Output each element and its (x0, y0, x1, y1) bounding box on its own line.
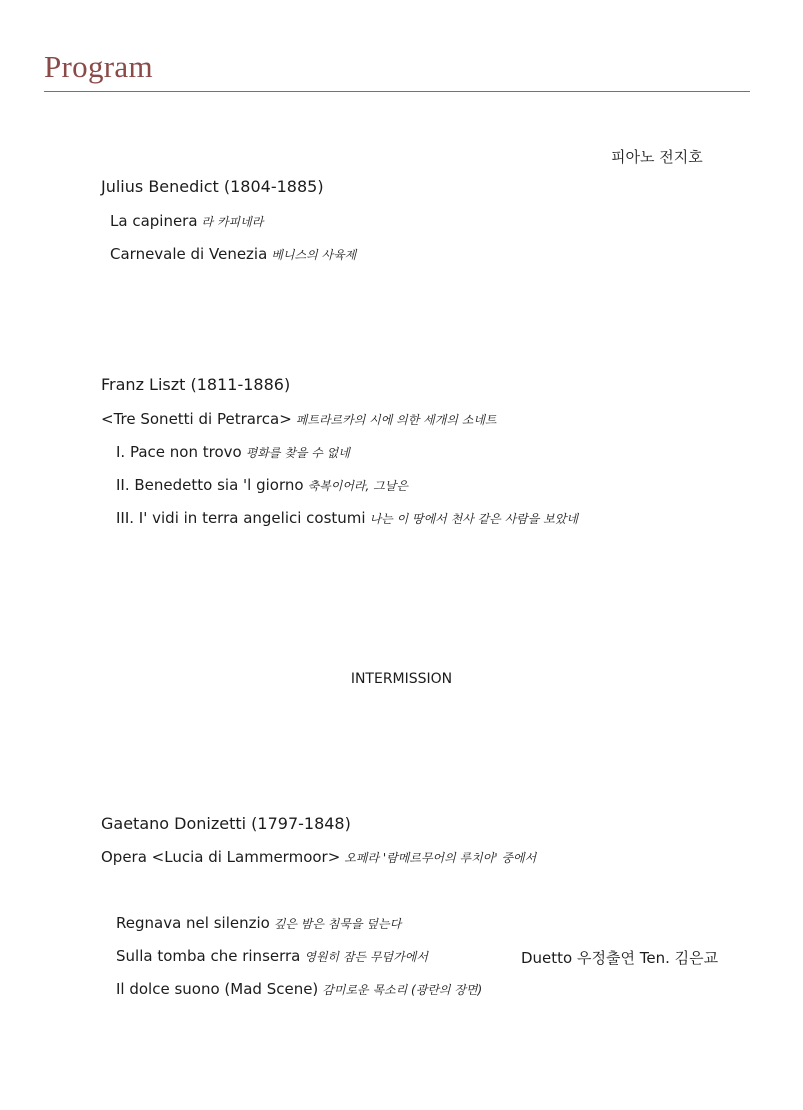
program-item-regnava (116, 914, 401, 932)
italian-title: II. Benedetto sia 'l giorno (116, 476, 304, 494)
program-item-il-dolce-suono (116, 980, 482, 998)
program-item-la-capinera (110, 212, 263, 230)
work-heading-lucia (101, 848, 536, 866)
korean-title: 깊은 밤은 침묵을 덮는다 (273, 917, 402, 931)
composer-liszt: Franz Liszt (1811-1886) (101, 375, 291, 394)
work-heading-sonetti (101, 410, 497, 428)
italian-title: Opera <Lucia di Lammermoor> (101, 848, 341, 866)
program-item-benedetto (116, 476, 408, 494)
title-divider (44, 91, 750, 92)
italian-title: III. I' vidi in terra angelici costumi (116, 509, 366, 527)
korean-title: 평화를 찾을 수 없네 (245, 446, 350, 460)
page-title: Program (44, 49, 153, 84)
korean-title: 페트라르카의 시에 의한 세개의 소네트 (295, 413, 497, 427)
intermission-label: INTERMISSION (350, 671, 453, 687)
korean-title: 오페라 '람메르무어의 루치아' 중에서 (344, 851, 537, 865)
program-item-carnevale (110, 245, 356, 263)
italian-title: Il dolce suono (Mad Scene) (116, 980, 319, 998)
italian-title: Sulla tomba che rinserra (116, 947, 301, 965)
performer-credit: 피아노 전지호 (611, 148, 703, 166)
program-item-pace-non-trovo (116, 443, 350, 461)
program-item-sulla-tomba (116, 947, 428, 965)
korean-title: 라 카피네라 (201, 215, 264, 229)
italian-title: Regnava nel silenzio (116, 914, 270, 932)
composer-donizetti: Gaetano Donizetti (1797-1848) (101, 814, 351, 833)
korean-title: 베니스의 사육제 (271, 248, 357, 262)
korean-title: 나는 이 땅에서 천사 같은 사람을 보았네 (369, 512, 578, 526)
composer-benedict: Julius Benedict (1804-1885) (101, 177, 324, 196)
italian-title: I. Pace non trovo (116, 443, 242, 461)
italian-title: Carnevale di Venezia (110, 245, 268, 263)
italian-title: <Tre Sonetti di Petrarca> (101, 410, 292, 428)
italian-title: La capinera (110, 212, 198, 230)
korean-title: 영원히 잠든 무덤가에서 (304, 950, 428, 964)
program-item-i-vidi (116, 509, 578, 527)
duet-credit: Duetto 우정출연 Ten. 김은교 (521, 949, 719, 967)
korean-title: 축복이어라, 그날은 (307, 479, 408, 493)
korean-title: 감미로운 목소리 (광란의 장면) (322, 983, 483, 997)
